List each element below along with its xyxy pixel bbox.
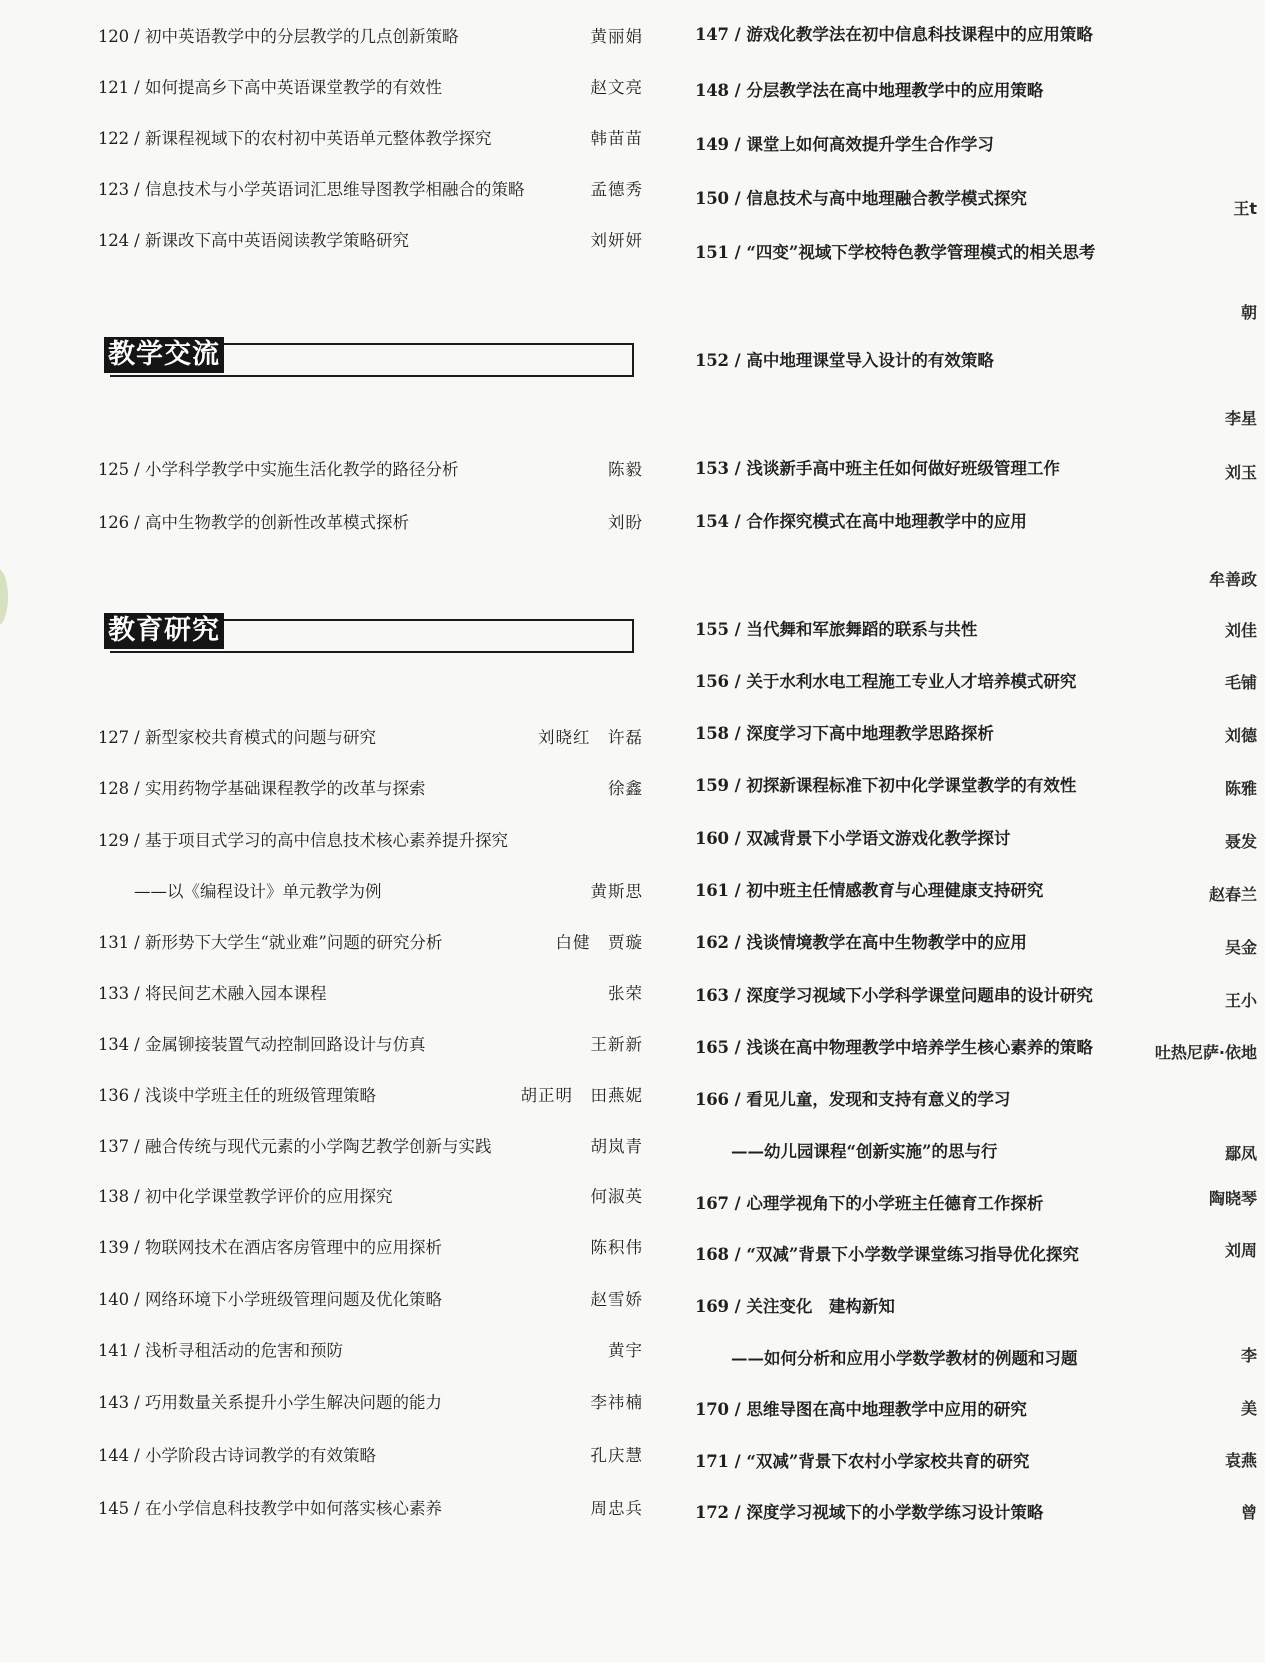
toc-entry[interactable]: 128 / 实用药物学基础课程教学的改革与探索 徐鑫 <box>98 774 643 804</box>
entry-author: 赵文亮 <box>590 78 643 97</box>
toc-entry[interactable]: 160 / 双减背景下小学语文游戏化教学探讨 <box>695 829 1011 848</box>
entry-author: 韩苗苗 <box>590 129 643 148</box>
entry-author: 陈毅 <box>608 460 643 479</box>
toc-entry[interactable]: 127 / 新型家校共育模式的问题与研究 刘晓红 许磊 <box>98 723 643 753</box>
toc-entry-subtitle[interactable]: ——如何分析和应用小学数学教材的例题和习题 <box>731 1349 1078 1368</box>
entry-author: 王新新 <box>590 1035 643 1054</box>
toc-entry[interactable]: 153 / 浅谈新手高中班主任如何做好班级管理工作 <box>695 459 1060 478</box>
edge-author: 鄢凤 <box>1224 1144 1257 1163</box>
toc-entry[interactable]: 126 / 高中生物教学的创新性改革模式探析 刘盼 <box>98 508 643 538</box>
entry-author: 何淑英 <box>590 1187 643 1206</box>
toc-entry[interactable]: 155 / 当代舞和军旅舞蹈的联系与共性 <box>695 620 978 639</box>
toc-entry[interactable]: 141 / 浅析寻租活动的危害和预防 黄宇 <box>98 1336 643 1366</box>
edge-author: 赵春兰 <box>1208 885 1257 904</box>
entry-author: 孔庆慧 <box>590 1446 643 1465</box>
edge-author: 李 <box>1240 1346 1257 1365</box>
toc-entry[interactable]: 151 / “四变”视域下学校特色教学管理模式的相关思考 <box>695 243 1096 262</box>
edge-author: 聂发 <box>1224 832 1257 851</box>
toc-entry[interactable]: 131 / 新形势下大学生“就业难”问题的研究分析 白健 贾璇 <box>98 928 643 958</box>
entry-author: 白健 贾璇 <box>555 933 643 952</box>
toc-entry[interactable]: 136 / 浅谈中学班主任的班级管理策略 胡正明 田燕妮 <box>98 1081 643 1111</box>
toc-entry[interactable]: 129 / 基于项目式学习的高中信息技术核心素养提升探究 <box>98 831 508 850</box>
edge-author: 毛铺 <box>1224 673 1257 692</box>
entry-author: 陈积伟 <box>590 1238 643 1257</box>
toc-entry[interactable]: 170 / 思维导图在高中地理教学中应用的研究 <box>695 1400 1027 1419</box>
section-heading-education-research <box>104 613 634 647</box>
entry-author: 黄宇 <box>608 1341 643 1360</box>
toc-entry[interactable]: 120 / 初中英语教学中的分层教学的几点创新策略 黄丽娟 <box>98 22 643 52</box>
entry-author: 张荣 <box>608 984 643 1003</box>
toc-entry[interactable]: 156 / 关于水利水电工程施工专业人才培养模式研究 <box>695 672 1077 691</box>
entry-author: 胡岚青 <box>590 1137 643 1156</box>
toc-entry[interactable]: 167 / 心理学视角下的小学班主任德育工作探析 <box>695 1194 1044 1213</box>
toc-entry[interactable]: 159 / 初探新课程标准下初中化学课堂教学的有效性 <box>695 776 1077 795</box>
edge-author: 牟善政 <box>1208 570 1257 589</box>
toc-entry[interactable]: 172 / 深度学习视域下的小学数学练习设计策略 <box>695 1503 1044 1522</box>
entry-author: 黄丽娟 <box>590 27 643 46</box>
section-title: 教学交流 <box>104 337 224 373</box>
toc-entry-subtitle[interactable]: ——以《编程设计》单元教学为例 黄斯思 <box>98 877 643 907</box>
toc-entry[interactable]: 123 / 信息技术与小学英语词汇思维导图教学相融合的策略 孟德秀 <box>98 175 643 205</box>
edge-author: 李星 <box>1224 409 1257 428</box>
edge-author: 刘德 <box>1224 726 1257 745</box>
section-title: 教育研究 <box>104 613 224 649</box>
entry-author: 孟德秀 <box>590 180 643 199</box>
toc-entry[interactable]: 163 / 深度学习视域下小学科学课堂问题串的设计研究 <box>695 986 1093 1005</box>
entry-author: 刘晓红 许磊 <box>538 728 643 747</box>
toc-entry[interactable]: 161 / 初中班主任情感教育与心理健康支持研究 <box>695 881 1044 900</box>
toc-entry[interactable]: 145 / 在小学信息科技教学中如何落实核心素养 周忠兵 <box>98 1494 643 1524</box>
entry-author: 徐鑫 <box>608 779 643 798</box>
toc-entry[interactable]: 147 / 游戏化教学法在初中信息科技课程中的应用策略 <box>695 25 1093 44</box>
entry-author: 周忠兵 <box>590 1499 643 1518</box>
edge-author: 陈雅 <box>1224 779 1257 798</box>
entry-author: 胡正明 田燕妮 <box>520 1086 643 1105</box>
toc-entry[interactable]: 166 / 看见儿童，发现和支持有意义的学习 <box>695 1090 1011 1109</box>
toc-entry[interactable]: 152 / 高中地理课堂导入设计的有效策略 <box>695 351 994 370</box>
toc-entry[interactable]: 158 / 深度学习下高中地理教学思路探析 <box>695 724 994 743</box>
toc-entry[interactable]: 125 / 小学科学教学中实施生活化教学的路径分析 陈毅 <box>98 455 643 485</box>
toc-entry[interactable]: 139 / 物联网技术在酒店客房管理中的应用探析 陈积伟 <box>98 1233 643 1263</box>
entry-author: 刘妍妍 <box>590 231 643 250</box>
edge-author: 王小 <box>1224 991 1257 1010</box>
toc-entry[interactable]: 121 / 如何提高乡下高中英语课堂教学的有效性 赵文亮 <box>98 73 643 103</box>
edge-author: 刘玉 <box>1224 463 1257 482</box>
edge-author: 王t <box>1233 199 1257 218</box>
toc-entry[interactable]: 169 / 关注变化 建构新知 <box>695 1297 895 1316</box>
toc-entry[interactable]: 137 / 融合传统与现代元素的小学陶艺教学创新与实践 胡岚青 <box>98 1132 643 1162</box>
edge-author: 袁燕 <box>1224 1451 1257 1470</box>
toc-entry[interactable]: 171 / “双减”背景下农村小学家校共育的研究 <box>695 1452 1030 1471</box>
toc-entry[interactable]: 165 / 浅谈在高中物理教学中培养学生核心素养的策略 <box>695 1038 1093 1057</box>
edge-author: 刘周 <box>1224 1241 1257 1260</box>
entry-author: 刘盼 <box>608 513 643 532</box>
edge-author: 吐热尼萨·依地 <box>1154 1043 1257 1062</box>
toc-entry[interactable]: 124 / 新课改下高中英语阅读教学策略研究 刘妍妍 <box>98 226 643 256</box>
edge-author: 吴金 <box>1224 938 1257 957</box>
edge-author: 朝 <box>1240 303 1257 322</box>
toc-entry[interactable]: 134 / 金属铆接装置气动控制回路设计与仿真 王新新 <box>98 1030 643 1060</box>
toc-entry[interactable]: 162 / 浅谈情境教学在高中生物教学中的应用 <box>695 933 1027 952</box>
toc-entry[interactable]: 140 / 网络环境下小学班级管理问题及优化策略 赵雪娇 <box>98 1285 643 1315</box>
toc-entry[interactable]: 138 / 初中化学课堂教学评价的应用探究 何淑英 <box>98 1182 643 1212</box>
entry-author: 李祎楠 <box>590 1393 643 1412</box>
toc-entry[interactable]: 168 / “双减”背景下小学数学课堂练习指导优化探究 <box>695 1245 1079 1264</box>
edge-author: 曾 <box>1240 1503 1257 1522</box>
page-edge-mark <box>0 568 8 626</box>
edge-author: 陶晓琴 <box>1208 1189 1257 1208</box>
entry-author: 黄斯思 <box>590 882 643 901</box>
toc-entry[interactable]: 144 / 小学阶段古诗词教学的有效策略 孔庆慧 <box>98 1441 643 1471</box>
toc-entry-subtitle[interactable]: ——幼儿园课程“创新实施”的思与行 <box>731 1142 998 1161</box>
toc-entry[interactable]: 133 / 将民间艺术融入园本课程 张荣 <box>98 979 643 1009</box>
toc-entry[interactable]: 143 / 巧用数量关系提升小学生解决问题的能力 李祎楠 <box>98 1388 643 1418</box>
toc-entry[interactable]: 122 / 新课程视域下的农村初中英语单元整体教学探究 韩苗苗 <box>98 124 643 154</box>
toc-entry[interactable]: 148 / 分层教学法在高中地理教学中的应用策略 <box>695 81 1044 100</box>
toc-entry[interactable]: 149 / 课堂上如何高效提升学生合作学习 <box>695 135 994 154</box>
edge-author: 刘佳 <box>1224 621 1257 640</box>
entry-author: 赵雪娇 <box>590 1290 643 1309</box>
toc-entry[interactable]: 150 / 信息技术与高中地理融合教学模式探究 <box>695 189 1027 208</box>
edge-author: 美 <box>1240 1399 1257 1418</box>
toc-entry[interactable]: 154 / 合作探究模式在高中地理教学中的应用 <box>695 512 1027 531</box>
section-heading-teaching-exchange <box>104 337 634 371</box>
